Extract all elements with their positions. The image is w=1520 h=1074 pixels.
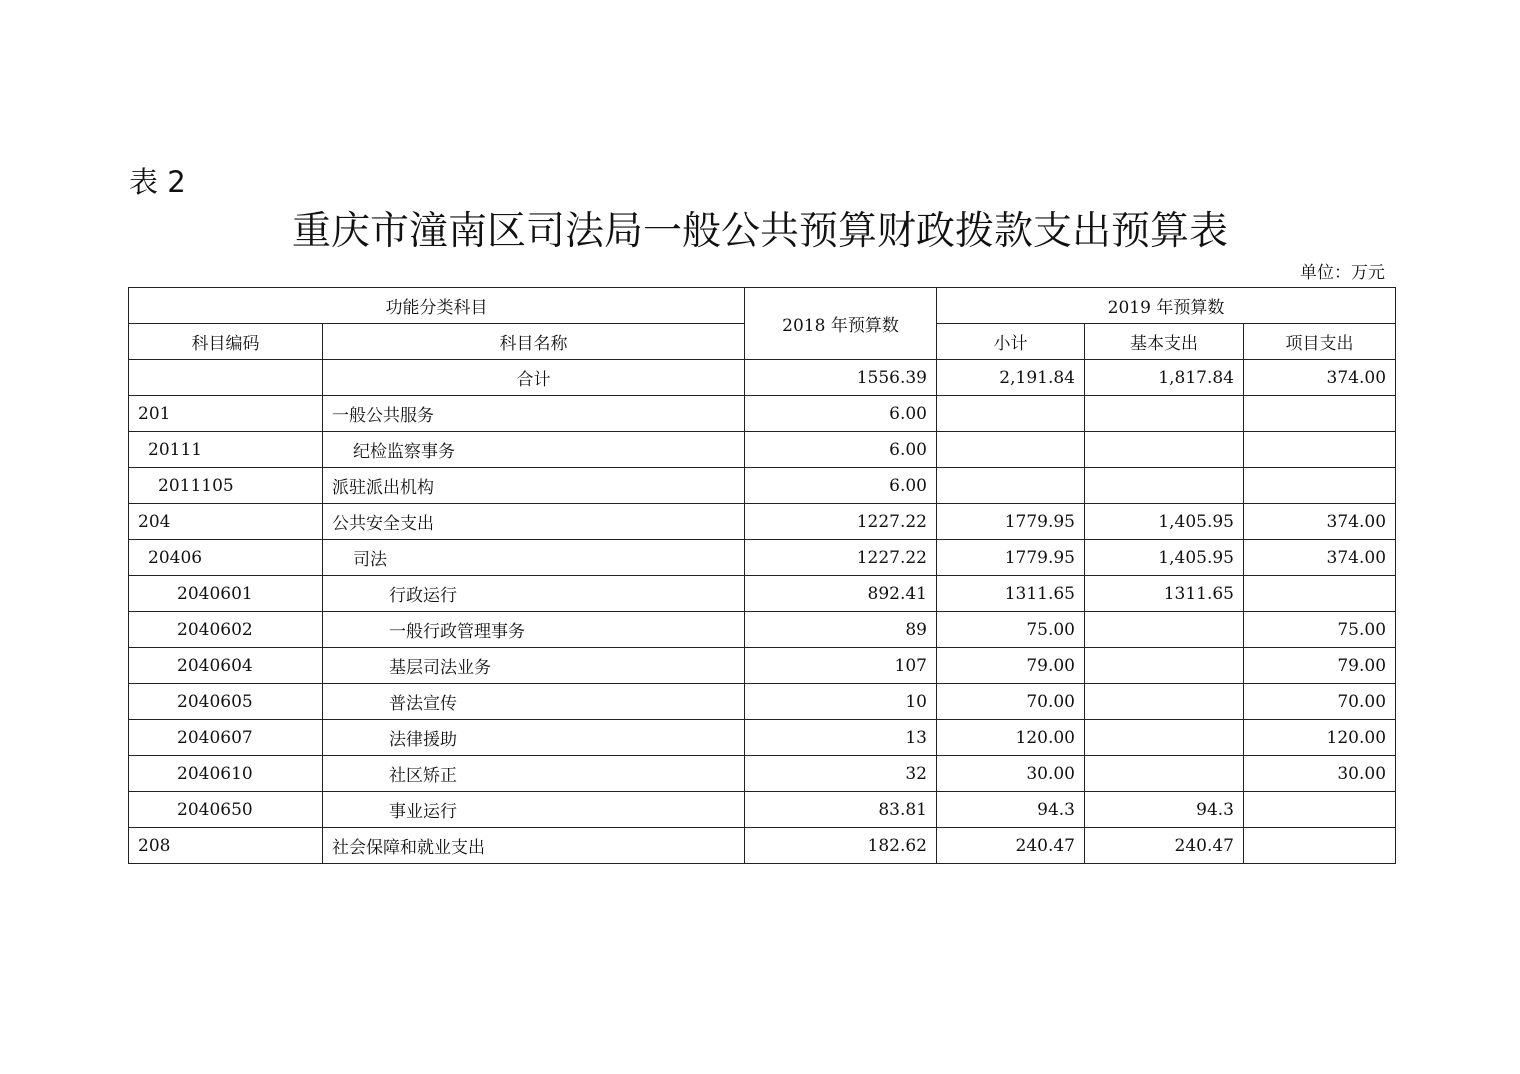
name-cell: 基层司法业务	[323, 648, 745, 684]
basic-cell	[1085, 396, 1244, 432]
name-cell: 公共安全支出	[323, 504, 745, 540]
budget-2018-cell: 1227.22	[745, 540, 937, 576]
name-cell: 一般公共服务	[323, 396, 745, 432]
table-row	[129, 504, 1396, 540]
table-header	[129, 288, 1396, 360]
basic-cell	[1085, 612, 1244, 648]
total-code-cell	[129, 360, 323, 396]
subtotal-cell: 1779.95	[937, 504, 1085, 540]
budget-2018-cell: 6.00	[745, 396, 937, 432]
subtotal-cell: 120.00	[937, 720, 1085, 756]
code-cell: 20406	[129, 540, 323, 576]
subtotal-cell: 79.00	[937, 648, 1085, 684]
table-row	[129, 540, 1396, 576]
code-cell: 20111	[129, 432, 323, 468]
total-basic-cell: 1,817.84	[1085, 360, 1244, 396]
code-cell: 201	[129, 396, 323, 432]
header-budget-2018	[745, 288, 937, 360]
subtotal-cell: 75.00	[937, 612, 1085, 648]
basic-cell	[1085, 756, 1244, 792]
project-cell: 120.00	[1244, 720, 1396, 756]
project-cell	[1244, 576, 1396, 612]
header-subject-code: 科目编码	[129, 324, 323, 360]
project-cell: 75.00	[1244, 612, 1396, 648]
name-cell: 法律援助	[323, 720, 745, 756]
code-cell: 2040604	[129, 648, 323, 684]
header-project-expense: 项目支出	[1244, 324, 1396, 360]
header-basic-expense: 基本支出	[1085, 324, 1244, 360]
header-budget-2018-text: 2018 年预算数	[782, 316, 899, 336]
basic-cell: 240.47	[1085, 828, 1244, 864]
code-cell: 2040650	[129, 792, 323, 828]
basic-cell: 1,405.95	[1085, 504, 1244, 540]
code-cell: 2040605	[129, 684, 323, 720]
budget-2018-cell: 13	[745, 720, 937, 756]
project-cell	[1244, 792, 1396, 828]
basic-cell: 1311.65	[1085, 576, 1244, 612]
budget-2018-cell: 182.62	[745, 828, 937, 864]
total-budget-2018-cell: 1556.39	[745, 360, 937, 396]
basic-cell	[1085, 648, 1244, 684]
budget-2018-cell: 32	[745, 756, 937, 792]
subtotal-cell	[937, 432, 1085, 468]
code-cell: 204	[129, 504, 323, 540]
name-cell: 社会保障和就业支出	[323, 828, 745, 864]
budget-2018-cell: 10	[745, 684, 937, 720]
subtotal-cell	[937, 468, 1085, 504]
table-row	[129, 684, 1396, 720]
header-subject-name: 科目名称	[323, 324, 745, 360]
subtotal-cell: 1311.65	[937, 576, 1085, 612]
basic-cell: 1,405.95	[1085, 540, 1244, 576]
basic-cell	[1085, 684, 1244, 720]
subtotal-cell: 30.00	[937, 756, 1085, 792]
name-cell: 社区矫正	[323, 756, 745, 792]
budget-2018-cell: 89	[745, 612, 937, 648]
basic-cell: 94.3	[1085, 792, 1244, 828]
table-label: 表 2	[129, 165, 186, 199]
budget-2018-cell: 6.00	[745, 468, 937, 504]
subtotal-cell: 70.00	[937, 684, 1085, 720]
unit-label: 单位：万元	[1300, 263, 1385, 283]
total-subtotal-cell: 2,191.84	[937, 360, 1085, 396]
table-row	[129, 720, 1396, 756]
table-row	[129, 396, 1396, 432]
budget-2018-cell: 1227.22	[745, 504, 937, 540]
name-cell: 普法宣传	[323, 684, 745, 720]
code-cell: 2040601	[129, 576, 323, 612]
table-row	[129, 612, 1396, 648]
project-cell	[1244, 468, 1396, 504]
project-cell: 79.00	[1244, 648, 1396, 684]
table-row	[129, 576, 1396, 612]
project-cell: 30.00	[1244, 756, 1396, 792]
code-cell: 208	[129, 828, 323, 864]
name-cell: 司法	[323, 540, 745, 576]
project-cell: 374.00	[1244, 540, 1396, 576]
budget-2018-cell: 83.81	[745, 792, 937, 828]
table-row	[129, 468, 1396, 504]
name-cell: 一般行政管理事务	[323, 612, 745, 648]
total-project-cell: 374.00	[1244, 360, 1396, 396]
subtotal-cell: 1779.95	[937, 540, 1085, 576]
subtotal-cell: 240.47	[937, 828, 1085, 864]
project-cell: 374.00	[1244, 504, 1396, 540]
name-cell: 派驻派出机构	[323, 468, 745, 504]
budget-2018-cell: 107	[745, 648, 937, 684]
table-row	[129, 828, 1396, 864]
total-name-cell: 合计	[323, 360, 745, 396]
name-cell: 事业运行	[323, 792, 745, 828]
project-cell: 70.00	[1244, 684, 1396, 720]
project-cell	[1244, 432, 1396, 468]
subtotal-cell	[937, 396, 1085, 432]
code-cell: 2040607	[129, 720, 323, 756]
project-cell	[1244, 396, 1396, 432]
basic-cell	[1085, 720, 1244, 756]
document-title: 重庆市潼南区司法局一般公共预算财政拨款支出预算表	[291, 209, 1228, 254]
header-budget-2019	[937, 288, 1396, 324]
table-row	[129, 756, 1396, 792]
subtotal-cell: 94.3	[937, 792, 1085, 828]
table-row	[129, 792, 1396, 828]
table-row	[129, 432, 1396, 468]
name-cell: 纪检监察事务	[323, 432, 745, 468]
code-cell: 2040610	[129, 756, 323, 792]
header-function-category: 功能分类科目	[129, 288, 745, 324]
code-cell: 2011105	[129, 468, 323, 504]
name-cell: 行政运行	[323, 576, 745, 612]
project-cell	[1244, 828, 1396, 864]
budget-2018-cell: 6.00	[745, 432, 937, 468]
budget-table	[128, 287, 1396, 864]
code-cell: 2040602	[129, 612, 323, 648]
basic-cell	[1085, 432, 1244, 468]
header-budget-2019-text: 2019 年预算数	[1107, 298, 1225, 318]
total-row	[129, 360, 1396, 396]
table-body	[129, 360, 1396, 864]
table-row	[129, 648, 1396, 684]
basic-cell	[1085, 468, 1244, 504]
header-subtotal: 小计	[937, 324, 1085, 360]
budget-2018-cell: 892.41	[745, 576, 937, 612]
